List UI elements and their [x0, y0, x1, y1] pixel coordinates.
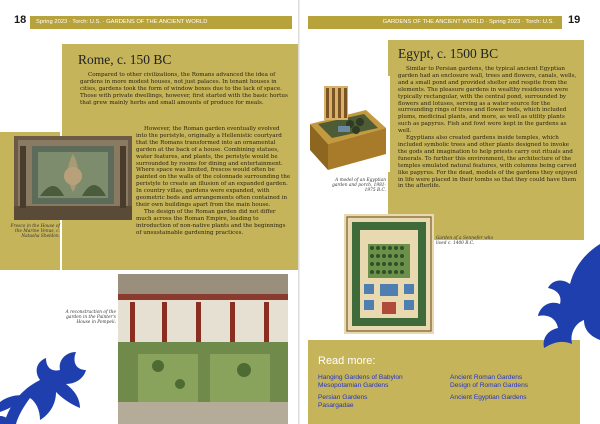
header-text-left: Spring 2023 · Torch: U.S. · GARDENS OF THE ANCIENT WORLD — [36, 19, 208, 25]
garden-model-illustration — [306, 76, 390, 172]
rome-intro-paragraph — [80, 72, 290, 107]
peristyle-illustration — [118, 274, 288, 424]
rome-para-3: The design of the Roman garden did not differ much across the Roman Empire, leading to introduction of non-native plants and the beginnings of unsustainable gardening practices. — [136, 208, 286, 236]
link-ancient-roman-gardens[interactable]: Ancient Roman Gardens — [450, 374, 523, 381]
link-ancient-egyptian-gardens[interactable]: Ancient Egyptian Gardens — [450, 394, 527, 401]
rome-para-2: However, the Roman garden eventually evolved into the peristyle, originally a Hellenistic courtyard that the Romans transformed into an ornamental garden at the back of a house. Combining statues, water features, and plants, the peristyle would be surrounded by rooms for dining and entertainment. Where space was limited, frescos would often be painted on the walls of the colonnade surrounding the peristyle to create an illusion of an expanded garden. In country villas, gardens were expanded, with geometric beds and arrangements often contained in their own buildings apart from the main house. — [136, 126, 291, 208]
egypt-body — [398, 66, 578, 190]
sennefer-illustration — [344, 214, 434, 334]
rome-heading: Rome, c. 150 BC — [78, 52, 172, 67]
right-page — [300, 0, 600, 424]
sennefer-caption: Garden of a Sennefer who lived c. 1400 B.C. — [436, 236, 494, 247]
rome-body — [136, 126, 292, 237]
egypt-para-1: Similar to Persian gardens, the typical ancient Egyptian garden had an enclosure wall, trees and flowers, canals, wells, and a small pond and provided shelter and respite from the elements. The pleasure gardens in wealthy residences were typically rectangular, with the central pond, surrounded by flowers and lotuses, serving as a water source for the surrounding rings of trees and flower beds, which included plums, medicinal plants, and more, as well as utility plants such as papyrus. Fish and fowl were kept in the gardens as well. — [398, 66, 577, 135]
page-number-left: 18 — [14, 14, 27, 26]
garden-model-image — [306, 76, 390, 172]
peristyle-caption: A reconstruction of the garden in the Painter's House in Pompeii. — [65, 310, 116, 326]
rome-intro-text: Compared to other civilizations, the Romans advanced the idea of gardens in more modest houses, not just palaces. In tenant houses in cities, gardens took the form of window boxes due to the lack of space. Those with private dwellings, however, first started with the basic hortus that grew mainly herbs and small amounts of produce for meals. — [80, 72, 288, 106]
link-design-roman-gardens[interactable]: Design of Roman Gardens — [450, 382, 529, 389]
link-mesopotamian-gardens[interactable]: Mesopotamian Gardens — [318, 382, 389, 389]
link-hanging-gardens[interactable]: Hanging Gardens of Babylon — [318, 374, 403, 381]
fresco-illustration — [14, 136, 132, 220]
egypt-para-2: Egyptians also created gardens inside temples, which included symbolic trees and other plants designed to invoke the gods and imagination to help priests carry out rituals and funerals. To further this environment, the architecture of the temples emulated natural features, with columns being carved like papyrus. For the dead, models of the gardens they enjoyed in life were placed in their tombs so that they could have them in the afterlife. — [398, 135, 578, 190]
header-text-right: GARDENS OF THE ANCIENT WORLD · Spring 2023 · Torch: U.S. — [382, 19, 554, 25]
leaf-ornament-left-icon — [0, 332, 110, 424]
peristyle-photo — [118, 274, 288, 424]
sennefer-garden-image — [344, 214, 434, 334]
fresco-image — [14, 136, 132, 220]
running-header-right — [308, 16, 562, 29]
link-persian-gardens[interactable]: Persian Gardens — [318, 394, 368, 401]
egypt-heading: Egypt, c. 1500 BC — [398, 46, 499, 61]
page-number-right: 19 — [568, 14, 581, 26]
link-pasargadae[interactable]: Pasargadae — [318, 402, 354, 409]
garden-model-caption: A model of an Egyptian garden and porch, 1981-1975 B.C. — [332, 178, 386, 194]
running-header-left — [30, 16, 292, 29]
fresco-caption: Fresco in the House of the Marine Venus, c. Natasha Sheldon. — [10, 224, 60, 240]
read-more-title: Read more: — [318, 355, 376, 367]
leaf-ornament-right-icon — [500, 244, 600, 364]
